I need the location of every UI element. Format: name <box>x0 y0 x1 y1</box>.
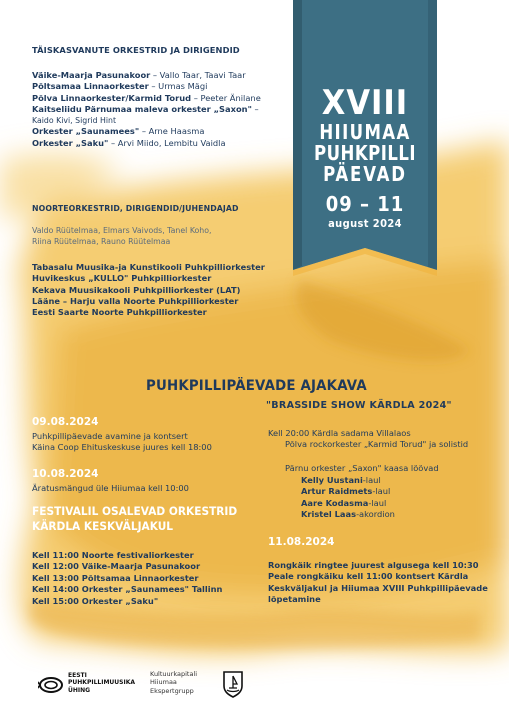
schedule-subtitle: "BRASSIDE SHOW KÄRDLA 2024" <box>266 400 452 411</box>
endowment-name-line: Hiiumaa <box>150 678 177 687</box>
adult-row <box>32 126 261 137</box>
soloist-name: Kristel Laas <box>301 509 357 520</box>
title-line-puhkpilli: PUHKPILLI <box>314 141 416 165</box>
orchestra-name: Väike-Maarja Pasunakoor <box>32 70 151 80</box>
adult-section-heading: TÄISKASVANUTE ORKESTRID JA DIRIGENDID <box>32 45 240 55</box>
youth-orchestra: Lääne – Harju valla Noorte Puhkpilliorkester <box>32 295 239 306</box>
event-line: Puhkpillipäevade avamine ja kontsert <box>32 431 188 441</box>
event-line: Rongkäik ringtee juurest algusega kell 10:30 <box>268 560 479 570</box>
festival-month-year: august 2024 <box>328 217 402 230</box>
day3-date: 11.08.2024 <box>268 536 335 548</box>
leader-line: Valdo Rüütelmaa, Elmars Vaivods, Tanel Koho, <box>32 226 212 235</box>
conductor-names: – <box>251 103 259 114</box>
soloist-role: -laul <box>362 475 381 485</box>
soloist <box>301 475 395 486</box>
schedule-title: PUHKPILLIPÄEVADE AJAKAVA <box>146 378 367 394</box>
endowment-name <box>150 670 197 695</box>
conductor-names: – Arne Haasma <box>139 126 205 137</box>
lineup-item: Kell 15:00 Orkester „Saku" <box>32 595 159 606</box>
endowment-name-line: Kultuurkapitali <box>150 670 198 678</box>
festival-heading-line: FESTIVALIL OSALEVAD ORKESTRID <box>32 504 238 518</box>
lineup-item: Kell 12:00 Väike-Maarja Pasunakoor <box>32 561 201 572</box>
orchestra-name: Põltsamaa Linnaorkester <box>32 81 149 92</box>
leader-line: Riina Rüütelmaa, Rauno Rüütelmaa <box>32 236 171 246</box>
lineup-item: Kell 11:00 Noorte festivaliorkester <box>32 550 194 560</box>
soloist-name: Kelly Uustani <box>301 475 363 485</box>
youth-section-heading: NOORTEORKESTRID, DIRIGENDID/JUHENDAJAD <box>32 204 239 213</box>
day1-date: 09.08.2024 <box>32 416 99 428</box>
festival-title <box>293 83 437 230</box>
conductor-names: – Peeter Änilane <box>191 92 261 103</box>
orchestra-name: Orkester „Saunamees" <box>32 126 140 137</box>
soloist <box>301 509 395 520</box>
festival-heading <box>32 504 237 533</box>
hiiumaa-crest-icon <box>222 670 244 698</box>
evening-concert-line: Kell 20:00 Kärdla sadama Villalaos <box>268 428 411 438</box>
day2-date: 10.08.2024 <box>32 468 99 480</box>
evening-concert-line: Põlva rockorkester „Karmid Torud" ja solistid <box>285 439 469 449</box>
soloist-list <box>301 475 395 521</box>
soloist-role: -laul <box>368 497 387 508</box>
society-name-line: EESTI <box>68 672 87 679</box>
festival-heading-line: KÄRDLA KESKVÄLJAKUL <box>32 518 174 533</box>
orchestra-name: Põlva Linnaorkester/Karmid Torud <box>32 92 192 103</box>
horn-icon <box>38 675 64 695</box>
event-line: Peale rongkäiku kell 11:00 kontsert Kärdla <box>268 571 469 582</box>
saxon-line: Pärnu orkester „Saxon" kaasa löövad <box>285 463 439 473</box>
society-name-line: PUHKPILLIMUUSIKA <box>68 679 136 687</box>
day2-event: Äratusmängud üle Hiiumaa kell 10:00 <box>32 483 189 493</box>
youth-leaders <box>32 226 212 247</box>
soloist-role: -akordion <box>356 509 395 520</box>
endowment-name-line: Ekspertgrupp <box>150 686 194 695</box>
brass-music-society-logo <box>38 672 148 698</box>
festival-lineup <box>32 550 222 607</box>
day3-events <box>268 560 488 606</box>
day1-events <box>32 431 212 454</box>
title-roman-numeral: XVIII <box>321 83 409 123</box>
youth-orchestra: Kekava Muusikakooli Puhkpilliorkester (LAT) <box>32 284 241 295</box>
title-line-paevad: PÄEVAD <box>323 162 407 186</box>
youth-orchestra-list <box>32 262 265 318</box>
adult-row <box>32 93 261 104</box>
festival-dates: 09 – 11 <box>325 192 405 216</box>
orchestra-name: Orkester „Saku" <box>32 137 109 148</box>
conductor-names: – Vallo Taar, Taavi Taar <box>150 70 246 80</box>
adult-row <box>32 115 261 126</box>
orchestra-name: Kaitseliidu Pärnumaa maleva orkester „Saxon" <box>32 103 252 114</box>
cultural-endowment-logo <box>150 670 220 702</box>
soloist <box>301 498 395 509</box>
adult-row <box>32 104 261 115</box>
soloist-name: Aare Kodasma <box>301 497 369 508</box>
event-line: lõpetamine <box>268 594 321 605</box>
event-line: Käina Coop Ehituskeskuse juures kell 18:00 <box>32 442 212 453</box>
conductor-names: – Urmas Mägi <box>148 81 208 92</box>
soloist-name: Artur Raidmets <box>301 486 373 497</box>
lineup-item: Kell 14:00 Orkester „Saunamees" Tallinn <box>32 584 223 595</box>
adult-row <box>32 138 261 149</box>
soloist <box>301 486 395 497</box>
soloist-role: -laul <box>372 486 391 497</box>
adult-row <box>32 70 261 81</box>
society-name <box>68 672 135 694</box>
conductor-names: – Arvi Miido, Lembitu Vaidla <box>108 137 226 148</box>
youth-orchestra: Tabasalu Muusika-ja Kunstikooli Puhkpilliorkester <box>32 262 265 272</box>
adult-row <box>32 81 261 92</box>
lineup-item: Kell 13:00 Põltsamaa Linnaorkester <box>32 572 199 583</box>
adult-orchestra-list <box>32 70 261 149</box>
youth-orchestra: Huvikeskus „KULLO" Puhkpilliorkester <box>32 273 212 284</box>
youth-orchestra: Eesti Saarte Noorte Puhkpilliorkester <box>32 307 207 318</box>
conductor-names: Kaido Kivi, Sigrid Hint <box>32 116 117 126</box>
event-line: Keskväljakul ja Hiiumaa XVIII Puhkpillipäevade <box>268 582 488 593</box>
title-line-hiiumaa: HIIUMAA <box>319 120 411 144</box>
society-name-line: ÜHING <box>68 686 91 694</box>
